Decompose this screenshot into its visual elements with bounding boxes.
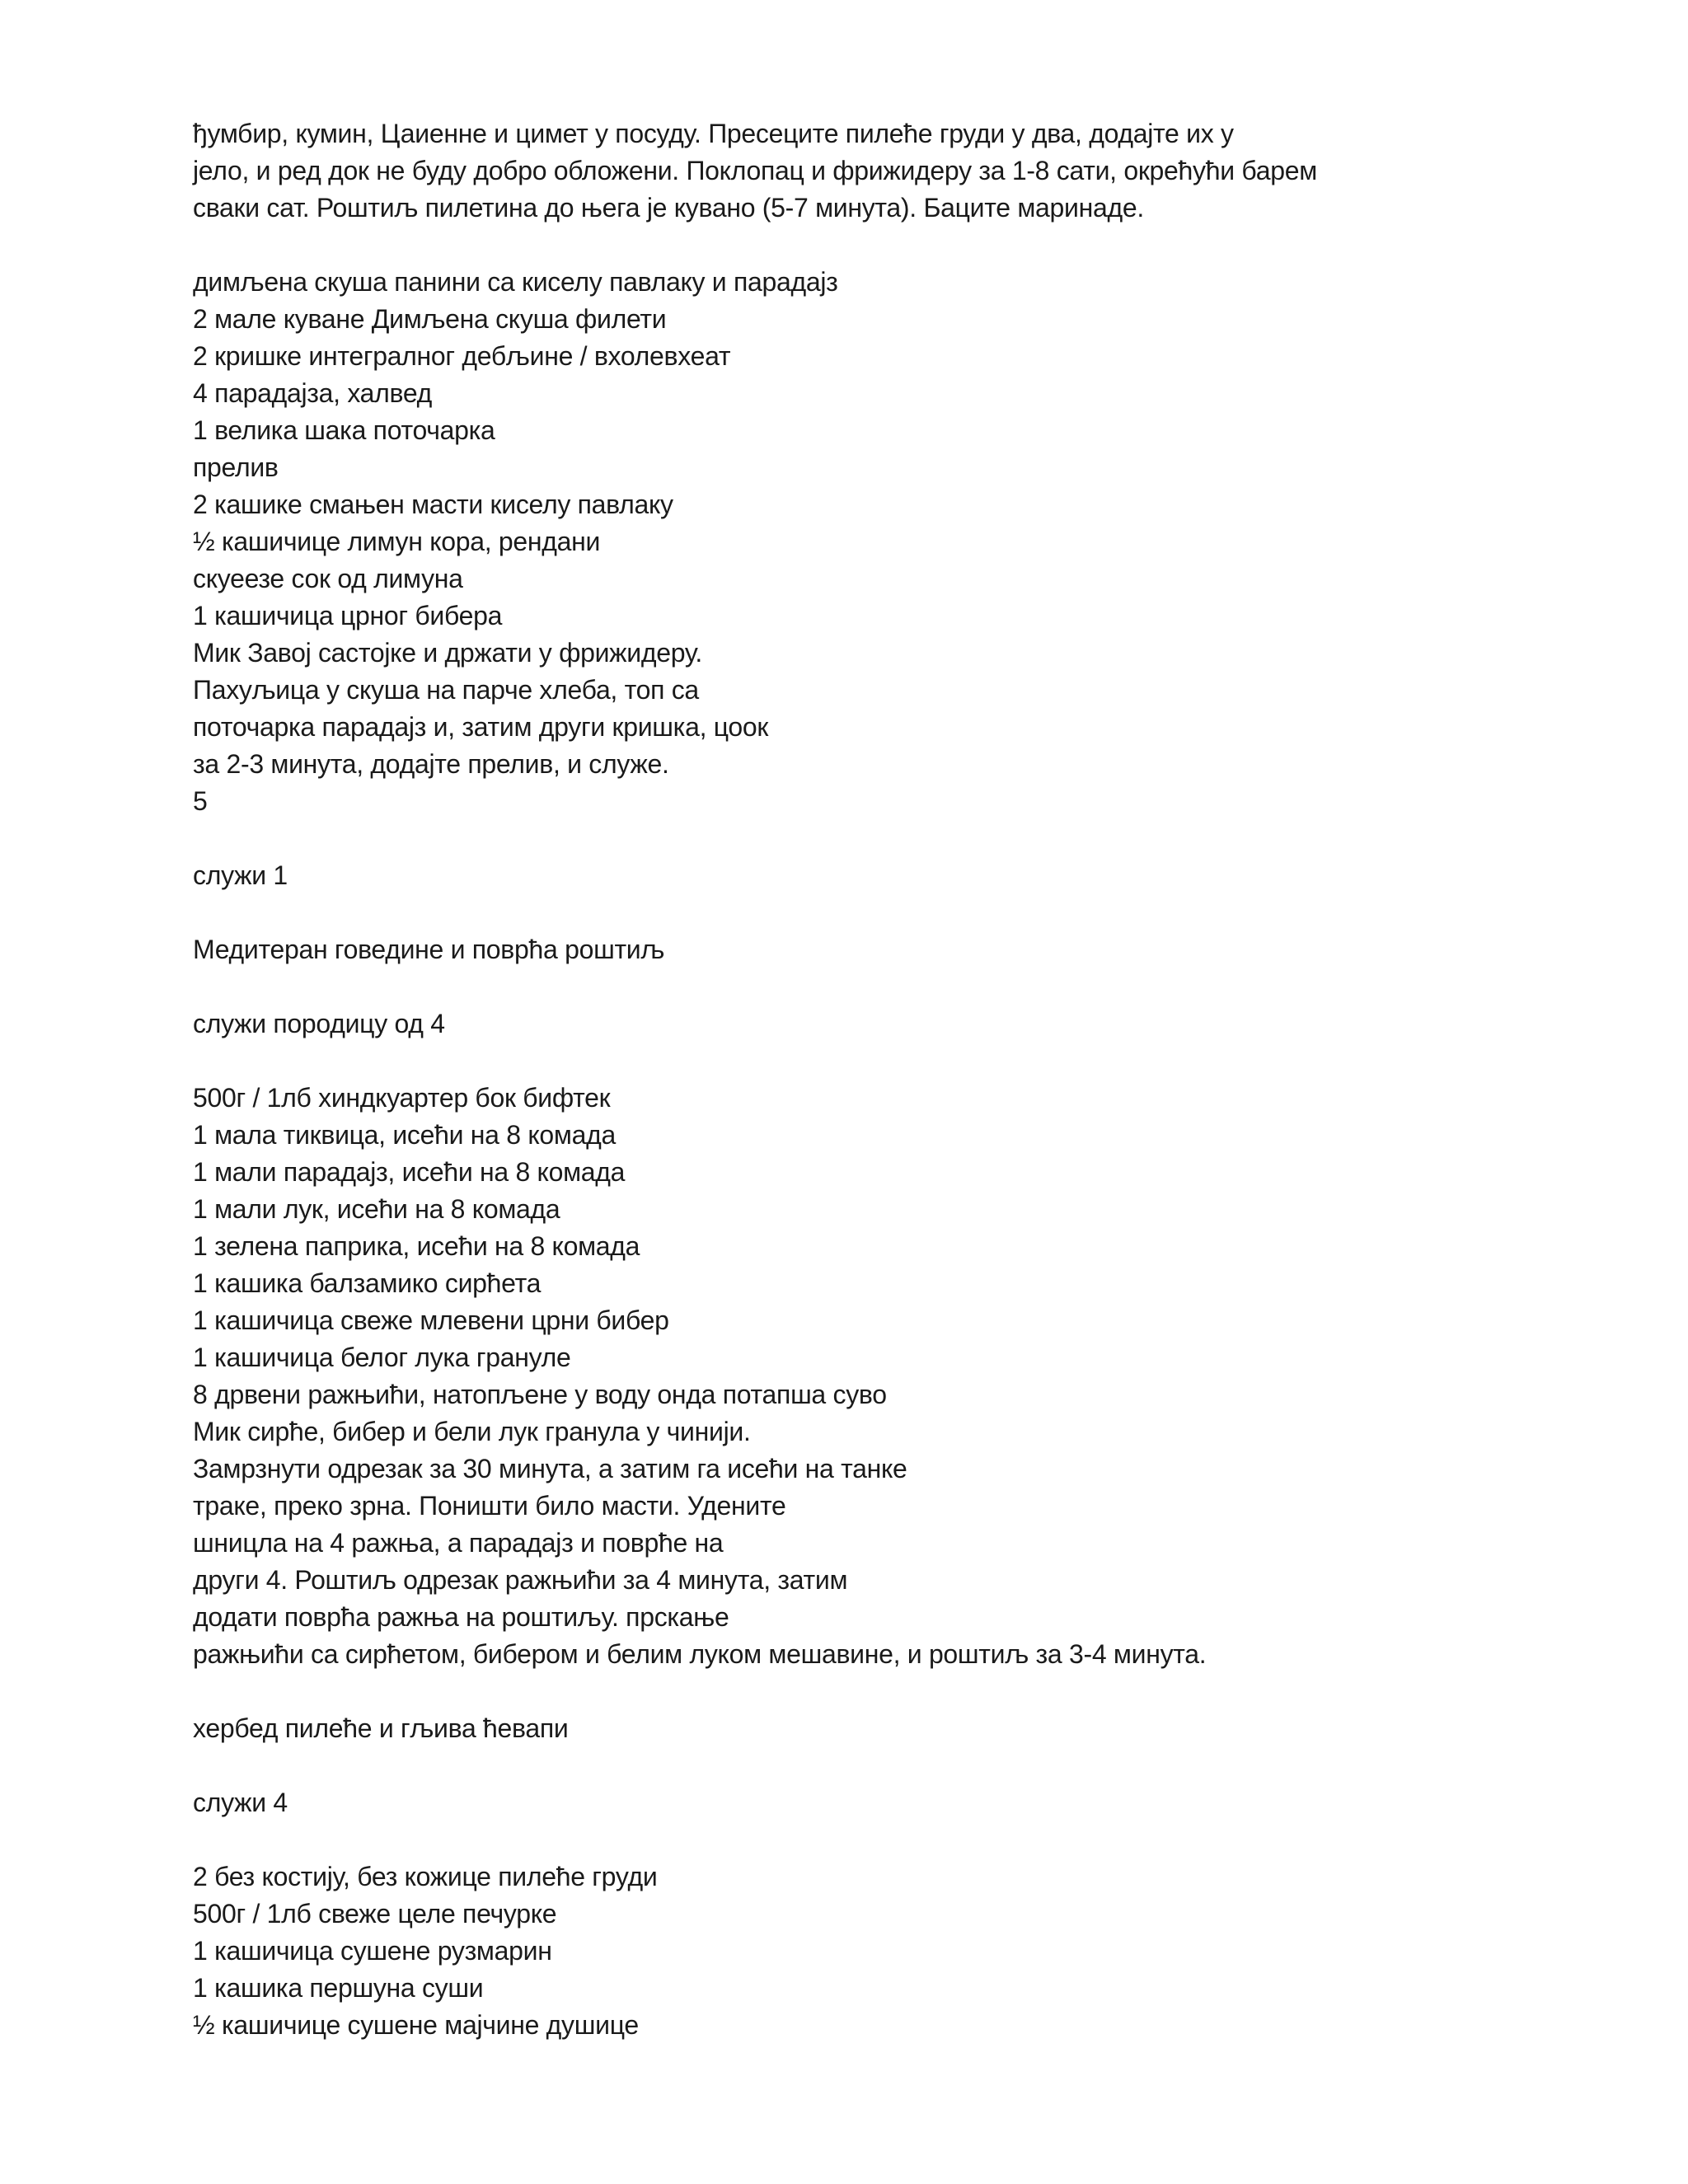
method-line: Мик Завој састојке и држати у фрижидеру. bbox=[193, 638, 702, 668]
method-line: за 2-3 минута, додајте прелив, и служе. bbox=[193, 749, 669, 779]
intro-paragraph bbox=[193, 115, 1512, 227]
ingredient-item: 1 зелена паприка, исећи на 8 комада bbox=[193, 1231, 640, 1261]
ingredient-list bbox=[193, 1858, 1512, 2044]
spacer bbox=[193, 227, 1512, 264]
method-text bbox=[193, 635, 1512, 783]
ingredient-item: ½ кашичице лимун кора, рендани bbox=[193, 527, 601, 556]
ingredient-item: скуеезе сок од лимуна bbox=[193, 564, 463, 593]
serves-label: служи породицу од 4 bbox=[193, 1009, 445, 1038]
ingredient-item: 500г / 1лб свеже целе печурке bbox=[193, 1899, 557, 1929]
ingredient-item: 2 кашике смањен масти киселу павлаку bbox=[193, 490, 673, 519]
method-line: Мик сирће, бибер и бели лук гранула у чинији. bbox=[193, 1417, 751, 1446]
ingredient-item: 1 кашика балзамико сирћета bbox=[193, 1268, 542, 1298]
recipe-title: Медитеран говедине и поврћа роштиљ bbox=[193, 935, 665, 964]
ingredient-item: 1 мали лук, исећи на 8 комада bbox=[193, 1194, 560, 1224]
ingredient-list bbox=[193, 1080, 1512, 1413]
text-line: сваки сат. Роштиљ пилетина до њега је кувано (5-7 минута). Баците маринаде. bbox=[193, 193, 1144, 223]
ingredient-item: 1 кашика першуна суши bbox=[193, 1973, 484, 2003]
ingredient-item: 1 мали парадајз, исећи на 8 комада bbox=[193, 1157, 626, 1187]
page-number: 5 bbox=[193, 786, 208, 816]
recipe-smoked-mackerel bbox=[193, 264, 1512, 894]
ingredient-item: 8 дрвени ражњићи, натопљене у воду онда потапша суво bbox=[193, 1380, 887, 1409]
method-line: шницла на 4 ражња, а парадајз и поврће на bbox=[193, 1528, 724, 1558]
serves-label: служи 1 bbox=[193, 860, 288, 890]
spacer bbox=[193, 1673, 1512, 1710]
spacer bbox=[193, 820, 1512, 857]
ingredient-item: прелив bbox=[193, 452, 279, 482]
recipe-mediterranean-beef bbox=[193, 931, 1512, 1673]
spacer bbox=[193, 1043, 1512, 1080]
ingredient-item: 2 мале куване Димљена скуша филети bbox=[193, 304, 667, 334]
serves-label: служи 4 bbox=[193, 1788, 288, 1817]
ingredient-item: 1 кашичица црног бибера bbox=[193, 601, 503, 630]
ingredient-item: 2 без костију, без кожице пилеће груди bbox=[193, 1862, 658, 1891]
ingredient-item: 2 кришке интегралног дебљине / вхолевхеат bbox=[193, 341, 731, 371]
ingredient-item: 4 парадајза, халвед bbox=[193, 378, 433, 408]
method-line: Замрзнути одрезак за 30 минута, а затим га исећи на танке bbox=[193, 1454, 907, 1483]
ingredient-item: 1 мала тиквица, исећи на 8 комада bbox=[193, 1120, 616, 1150]
method-line: траке, преко зрна. Поништи било масти. Удените bbox=[193, 1491, 786, 1521]
recipe-title: димљена скуша панини са киселу павлаку и парадајз bbox=[193, 267, 838, 297]
spacer bbox=[193, 968, 1512, 1005]
ingredient-item: 1 велика шака поточарка bbox=[193, 415, 495, 445]
ingredient-item: 1 кашичица белог лука грануле bbox=[193, 1343, 571, 1372]
method-line: додати поврћа ражња на роштиљу. прскање bbox=[193, 1602, 729, 1632]
ingredient-list bbox=[193, 301, 1512, 635]
method-line: поточарка парадајз и, затим други кришка, цоок bbox=[193, 712, 769, 742]
recipe-herbed-chicken-kebabs bbox=[193, 1710, 1512, 2044]
ingredient-item: ½ кашичице сушене мајчине душице bbox=[193, 2010, 639, 2040]
method-text bbox=[193, 1413, 1512, 1673]
spacer bbox=[193, 1747, 1512, 1784]
ingredient-item: 500г / 1лб хиндкуартер бок бифтек bbox=[193, 1083, 611, 1113]
text-line: ђумбир, кумин, Цаиенне и цимет у посуду. Пресеците пилеће груди у два, додајте их у bbox=[193, 119, 1234, 148]
spacer bbox=[193, 1821, 1512, 1858]
text-line: јело, и ред док не буду добро обложени. Поклопац и фрижидеру за 1-8 сати, окрећући барем bbox=[193, 156, 1317, 185]
method-line: Пахуљица у скуша на парче хлеба, топ са bbox=[193, 675, 699, 705]
ingredient-item: 1 кашичица свеже млевени црни бибер bbox=[193, 1305, 669, 1335]
spacer bbox=[193, 894, 1512, 931]
method-line: ражњићи са сирћетом, бибером и белим луком мешавине, и роштиљ за 3-4 минута. bbox=[193, 1639, 1207, 1669]
method-line: други 4. Роштиљ одрезак ражњићи за 4 минута, затим bbox=[193, 1565, 848, 1595]
document-page bbox=[193, 115, 1512, 2044]
recipe-title: хербед пилеће и гљива ћевапи bbox=[193, 1713, 569, 1743]
ingredient-item: 1 кашичица сушене рузмарин bbox=[193, 1936, 552, 1966]
